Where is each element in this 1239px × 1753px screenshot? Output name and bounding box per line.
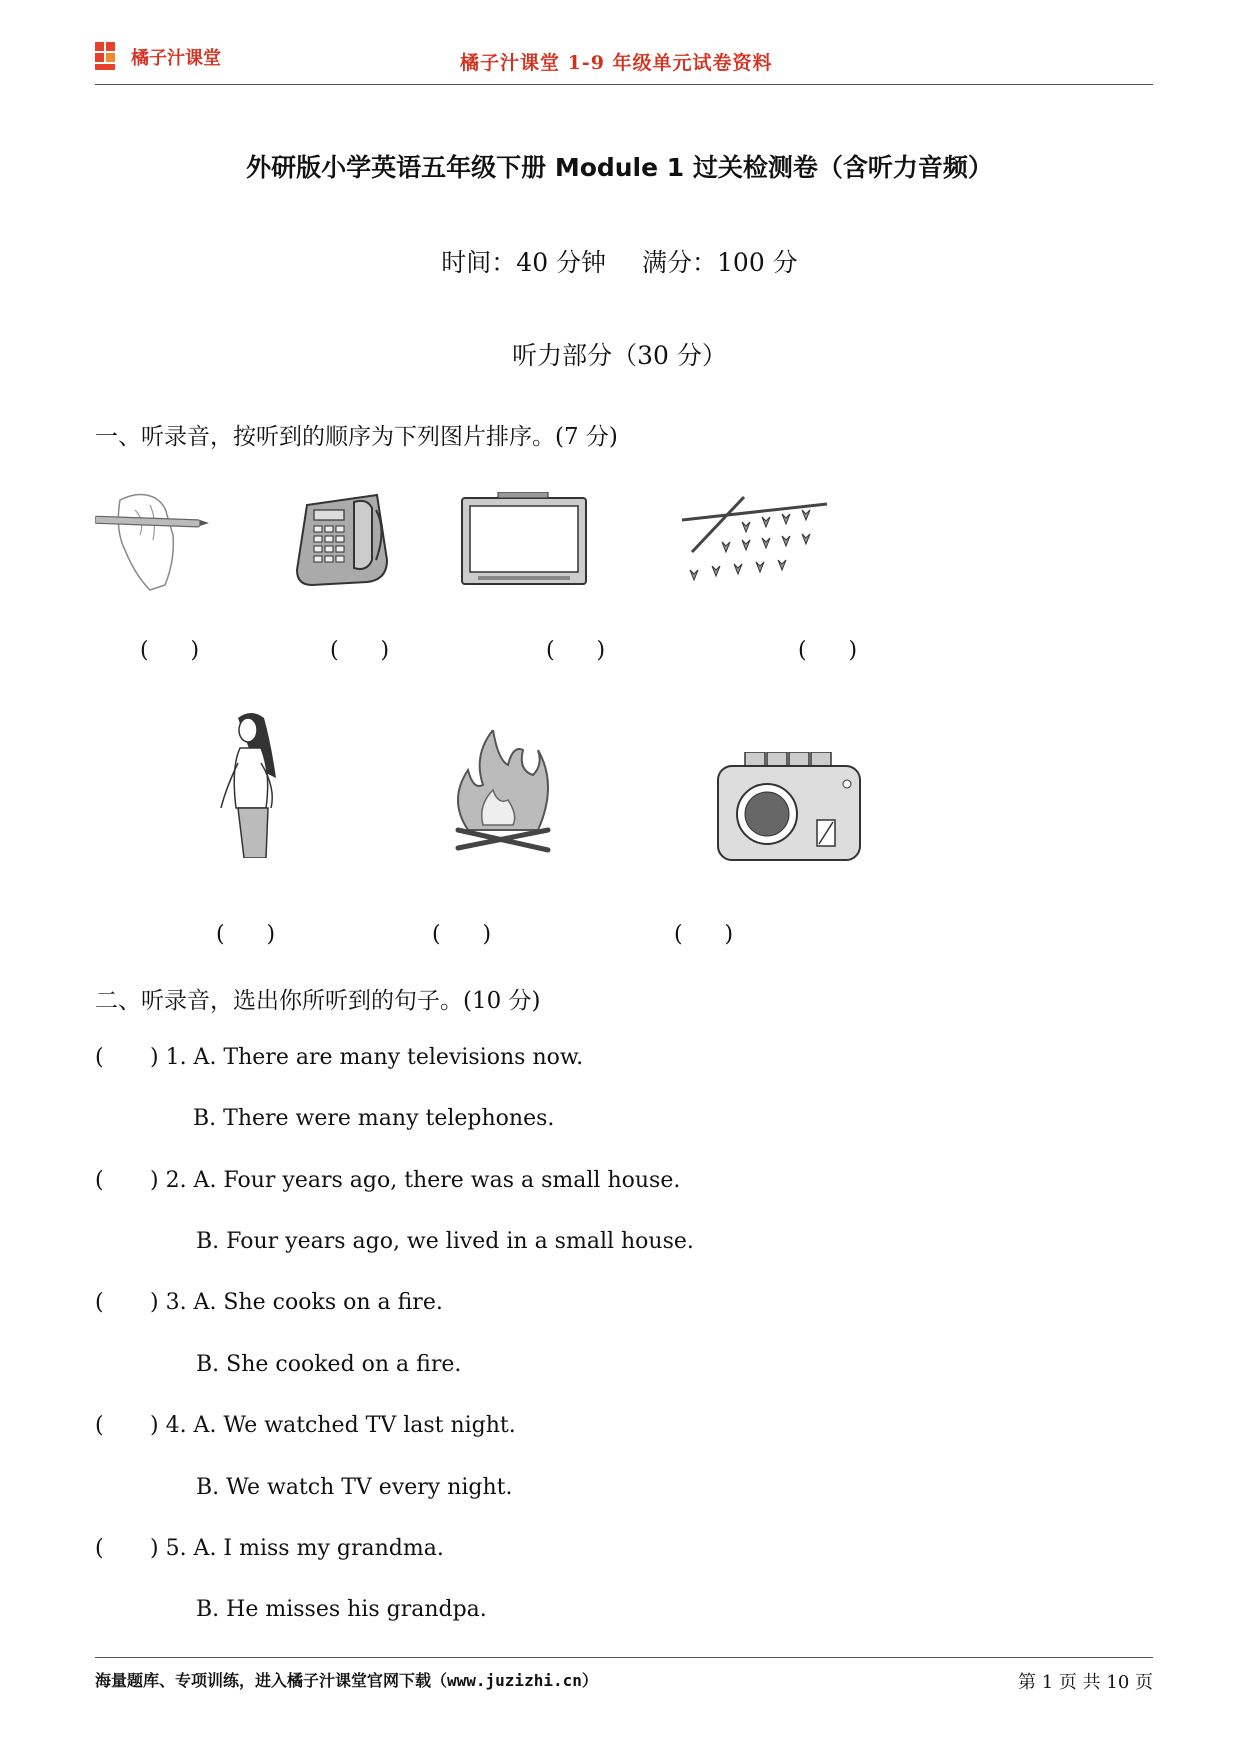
logo-icon bbox=[95, 42, 125, 72]
item-2-option-a: ) 2. A. Four years ago, there was a small house. bbox=[150, 1168, 681, 1193]
answer-blank[interactable]: ( ) bbox=[140, 638, 200, 663]
flowers-on-branch-icon bbox=[682, 492, 830, 597]
page-footer bbox=[95, 1657, 1153, 1693]
answer-blank[interactable]: ( ) bbox=[330, 638, 390, 663]
item-3-option-b: B. She cooked on a fire. bbox=[196, 1352, 462, 1377]
item-4-option-a: ) 4. A. We watched TV last night. bbox=[150, 1413, 516, 1438]
exam-time: 时间：40 分钟 bbox=[441, 248, 607, 277]
item-3-option-a: ) 3. A. She cooks on a fire. bbox=[150, 1290, 443, 1315]
hand-writing-icon bbox=[95, 490, 210, 600]
part2-heading: 二、听录音，选出你所听到的句子。(10 分) bbox=[95, 988, 541, 1014]
page-number: 第 1 页 共 10 页 bbox=[1018, 1672, 1153, 1693]
answer-blank-open[interactable]: ( bbox=[95, 1290, 104, 1315]
answer-blank-open[interactable]: ( bbox=[95, 1413, 104, 1438]
item-1-option-b: B. There were many telephones. bbox=[193, 1106, 555, 1131]
header-title: 橘子汁课堂 1-9 年级单元试卷资料 bbox=[460, 52, 773, 74]
logo bbox=[95, 42, 221, 72]
answer-blank-open[interactable]: ( bbox=[95, 1168, 104, 1193]
page-header bbox=[95, 42, 1153, 85]
part1-heading: 一、听录音，按听到的顺序为下列图片排序。(7 分) bbox=[95, 424, 618, 450]
document-title: 外研版小学英语五年级下册 Module 1 过关检测卷（含听力音频） bbox=[246, 153, 993, 182]
answer-blank-open[interactable]: ( bbox=[95, 1045, 104, 1070]
woman-icon bbox=[216, 708, 294, 858]
item-4-option-b: B. We watch TV every night. bbox=[196, 1475, 513, 1500]
item-1-option-a: ) 1. A. There are many televisions now. bbox=[150, 1045, 584, 1070]
exam-score: 满分：100 分 bbox=[642, 248, 798, 277]
item-5-option-b: B. He misses his grandpa. bbox=[196, 1597, 487, 1622]
answer-blank[interactable]: ( ) bbox=[674, 922, 734, 947]
answer-blank[interactable]: ( ) bbox=[432, 922, 492, 947]
answer-blank-open[interactable]: ( bbox=[95, 1536, 104, 1561]
exam-meta bbox=[0, 243, 1239, 279]
answer-blank[interactable]: ( ) bbox=[798, 638, 858, 663]
section-title: 听力部分（30 分） bbox=[512, 341, 727, 370]
telephone-icon bbox=[292, 490, 392, 590]
item-2-option-b: B. Four years ago, we lived in a small house. bbox=[196, 1229, 694, 1254]
footer-promo: 海量题库、专项训练，进入橘子汁课堂官网下载（www.juzizhi.cn） bbox=[95, 1671, 598, 1690]
answer-blank[interactable]: ( ) bbox=[216, 922, 276, 947]
radio-icon bbox=[715, 752, 865, 864]
fire-icon bbox=[448, 730, 558, 860]
television-icon bbox=[458, 492, 590, 592]
logo-text: 橘子汁课堂 bbox=[131, 48, 221, 69]
answer-blank[interactable]: ( ) bbox=[546, 638, 606, 663]
item-5-option-a: ) 5. A. I miss my grandma. bbox=[150, 1536, 444, 1561]
